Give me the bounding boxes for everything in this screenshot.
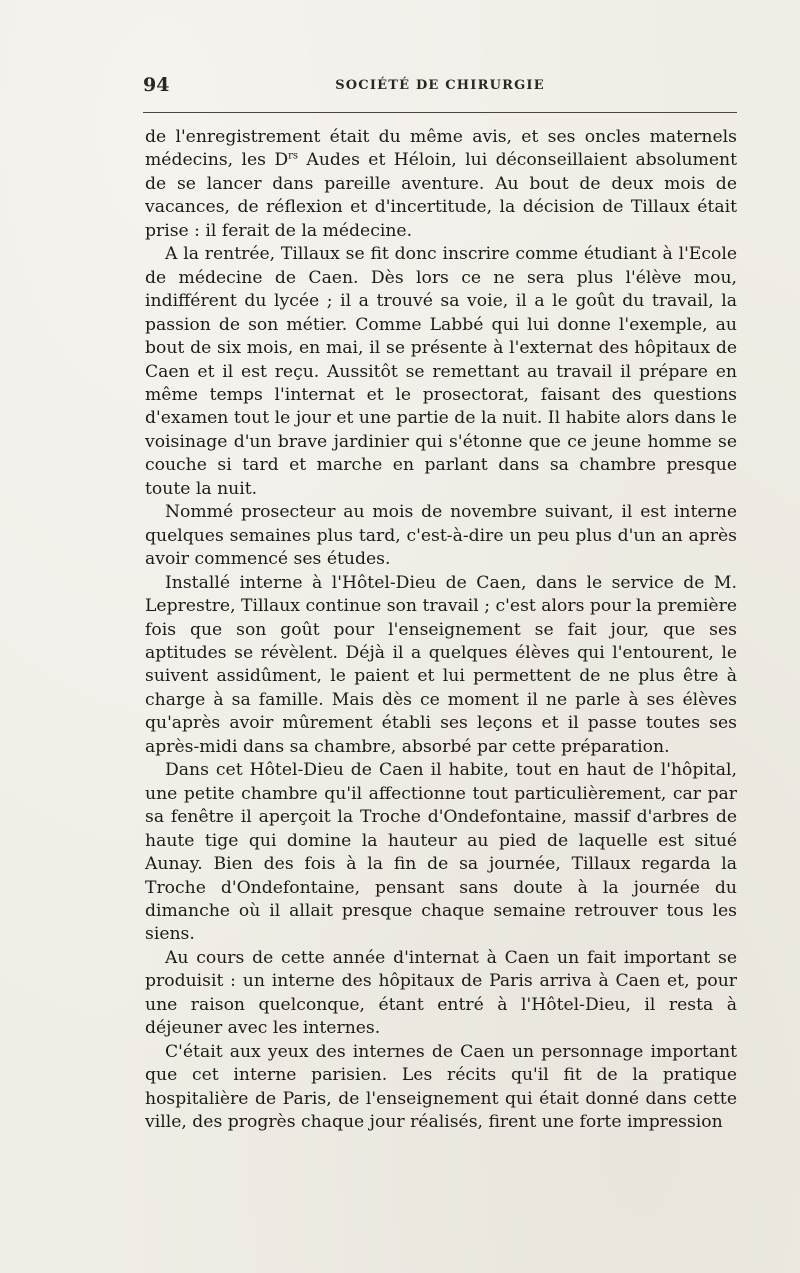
superscript: rs [288, 150, 299, 162]
paragraph: Au cours de cette année d'internat à Caen un fait important se produisit : un interne des hôpitaux de Paris arriva à Caen et, pour une raison quelconque, étant entré à l'Hôtel-Dieu, il resta à déjeuner avec les internes. [145, 947, 737, 1039]
paragraph [145, 126, 737, 243]
paragraph: A la rentrée, Tillaux se fit donc inscrire comme étudiant à l'Ecole de médecine de Caen. Dès lors ce ne sera plus l'élève mou, indifférent du lycée ; il a trouvé sa voie, il a le goût du travail, la passion de son métier. Comme Labbé qui lui donne l'exemple, au bout de six mois, en mai, il se présente à l'externat des hôpitaux de Caen et il est reçu. Aussitôt se remettant au travail il prépare en même temps l'internat et le prosectorat, faisant des questions d'examen tout le jour et une partie de la nuit. Il habite alors dans le voisinage d'un brave jardinier qui s'étonne que ce jeune homme se couche si tard et marche en parlant dans sa chambre presque toute la nuit. [145, 244, 737, 499]
paragraph: C'était aux yeux des internes de Caen un personnage important que cet interne parisien. Les récits qu'il fit de la pratique hospitalière de Paris, de l'enseignement qui était donné dans cette ville, des progrès chaque jour réalisés, firent une forte impression [145, 1041, 737, 1133]
paragraph: Installé interne à l'Hôtel-Dieu de Caen, dans le service de M. Leprestre, Tillaux continue son travail ; c'est alors pour la première fois que son goût pour l'enseignement se fait jour, que ses aptitudes se révèlent. Déjà il a quelques élèves qui l'entourent, le suivent assidûment, le paient et lui permettent de ne plus être à charge à sa famille. Mais dès ce moment il ne parle à ses élèves qu'après avoir mûrement établi ses leçons et il passe toutes ses après-midi dans sa chambre, absorbé par cette préparation. [145, 572, 737, 757]
page-header [143, 74, 737, 104]
page-number: 94 [143, 74, 170, 96]
running-head: SOCIÉTÉ DE CHIRURGIE [335, 78, 545, 93]
paragraph-text: Audes et Héloin, lui déconseillaient absolument de se lancer dans pareille aventure. Au bout de deux mois de vacances, de réflexion et d'incertitude, la décision de Tillaux était prise : il ferait de la médecine. [145, 150, 737, 241]
paragraph: Dans cet Hôtel-Dieu de Caen il habite, tout en haut de l'hôpital, une petite chambre qu'il affectionne tout particulièrement, car par sa fenêtre il aperçoit la Troche d'Ondefontaine, massif d'arbres de haute tige qui domine la hauteur au pied de laquelle est situé Aunay. Bien des fois à la fin de sa journée, Tillaux regarda la Troche d'Ondefontaine, pensant sans doute à la journée du dimanche où il allait presque chaque semaine retrouver tous les siens. [145, 760, 737, 945]
header-rule [143, 112, 737, 113]
paragraph-text: de l'enregistrement était du même avis, et ses oncles maternels médecins, les D [145, 127, 737, 171]
paragraph: Nommé prosecteur au mois de novembre suivant, il est interne quelques semaines plus tard, c'est-à-dire un peu plus d'un an après avoir commencé ses études. [145, 502, 737, 570]
body-text [145, 126, 737, 1134]
